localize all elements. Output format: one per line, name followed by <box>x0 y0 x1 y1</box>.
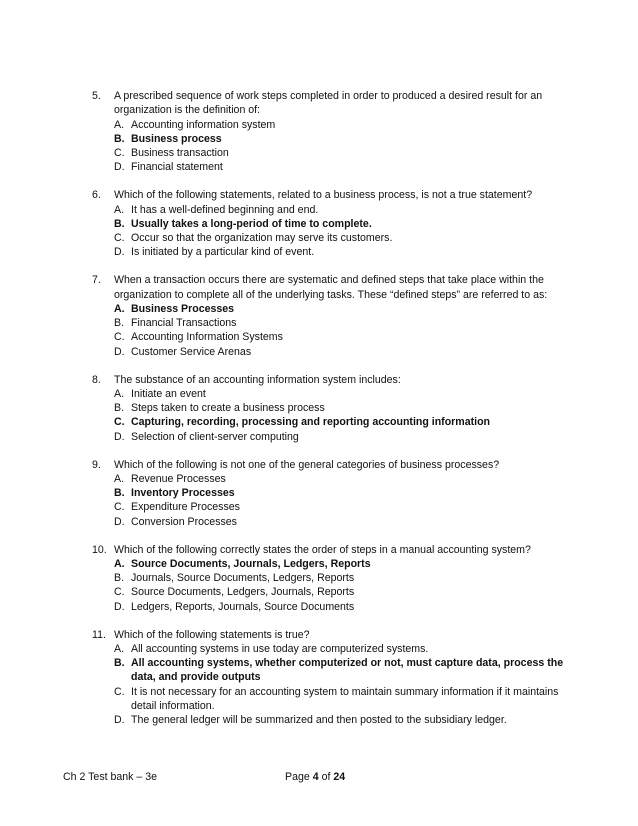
option-letter: A. <box>114 118 125 131</box>
option-text: Accounting Information Systems <box>131 331 283 344</box>
option-b-correct <box>114 217 574 231</box>
page-current: 4 <box>312 771 319 783</box>
option-text: Selection of client-server computing <box>131 430 299 443</box>
option-letter: A. <box>114 557 125 570</box>
option-letter: B. <box>114 402 125 415</box>
option-text: Business transaction <box>131 147 229 160</box>
option-d <box>114 430 574 444</box>
option-c <box>114 231 574 245</box>
option-b-correct <box>114 132 574 146</box>
option-letter: A. <box>114 387 125 400</box>
option-letter: B. <box>114 317 125 330</box>
option-letter: D. <box>114 246 125 259</box>
option-text: Business Processes <box>131 302 235 315</box>
question-stem: The substance of an accounting information system includes: <box>114 373 401 386</box>
question-11 <box>92 628 574 728</box>
option-letter: B. <box>114 572 125 585</box>
question-8 <box>92 373 574 444</box>
question-10 <box>92 543 574 614</box>
option-text: Source Documents, Journals, Ledgers, Reports <box>131 557 371 570</box>
question-number: 9. <box>92 458 101 471</box>
option-letter: C. <box>114 232 125 245</box>
option-a-correct <box>114 557 574 571</box>
option-letter: D. <box>114 515 125 528</box>
option-a <box>114 472 574 486</box>
option-b-correct <box>114 486 574 500</box>
option-text: All accounting systems, whether computerized or not, must capture data, process the data, and provide outputs <box>131 657 564 684</box>
option-a <box>114 118 574 132</box>
option-letter: A. <box>114 642 125 655</box>
option-c <box>114 500 574 514</box>
option-text: Steps taken to create a business process <box>131 402 325 415</box>
option-a <box>114 203 574 217</box>
option-d <box>114 600 574 614</box>
question-number: 5. <box>92 90 101 102</box>
option-d <box>114 713 574 727</box>
option-d <box>114 245 574 259</box>
option-text: Initiate an event <box>131 387 206 400</box>
page-total: 24 <box>333 771 346 783</box>
option-d <box>114 515 574 529</box>
option-text: It has a well-defined beginning and end. <box>131 203 319 216</box>
question-number: 10. <box>92 543 107 556</box>
option-a <box>114 642 574 656</box>
option-letter: B. <box>114 657 125 670</box>
question-stem: Which of the following correctly states the order of steps in a manual accounting system? <box>114 543 531 556</box>
option-text: Expenditure Processes <box>131 501 240 514</box>
option-c <box>114 585 574 599</box>
option-text: Financial statement <box>131 161 223 174</box>
option-b <box>114 401 574 415</box>
option-text: Financial Transactions <box>131 317 237 330</box>
option-text: All accounting systems in use today are computerized systems. <box>131 642 429 655</box>
option-c <box>114 330 574 344</box>
option-text: Inventory Processes <box>131 487 235 500</box>
option-letter: C. <box>114 685 125 698</box>
question-number: 6. <box>92 189 101 202</box>
option-a <box>114 387 574 401</box>
option-letter: C. <box>114 331 125 344</box>
option-d <box>114 345 574 359</box>
option-text: Business process <box>131 132 222 145</box>
question-number: 7. <box>92 274 101 287</box>
question-9 <box>92 458 574 529</box>
question-7 <box>92 273 574 359</box>
question-stem: When a transaction occurs there are systematic and defined steps that take place within the organization to complete all of the underlying tasks. These “defined steps” are referred to as: <box>114 274 548 301</box>
option-letter: D. <box>114 161 125 174</box>
page-number <box>285 771 345 784</box>
option-text: Revenue Processes <box>131 472 226 485</box>
option-letter: D. <box>114 430 125 443</box>
option-letter: B. <box>114 132 125 145</box>
question-6 <box>92 188 574 259</box>
question-stem: Which of the following statements is true? <box>114 628 310 641</box>
option-text: Journals, Source Documents, Ledgers, Reports <box>131 572 355 585</box>
option-text: Usually takes a long-period of time to complete. <box>131 217 372 230</box>
question-list <box>92 89 574 728</box>
option-text: Accounting information system <box>131 118 276 131</box>
footer-title: Ch 2 Test bank – 3e <box>63 771 158 783</box>
option-b <box>114 316 574 330</box>
of-word: of <box>321 771 331 783</box>
option-text: The general ledger will be summarized and then posted to the subsidiary ledger. <box>131 714 507 727</box>
option-letter: D. <box>114 345 125 358</box>
option-letter: D. <box>114 600 125 613</box>
question-number: 11. <box>92 628 106 641</box>
option-letter: C. <box>114 147 125 160</box>
option-a-correct <box>114 302 574 316</box>
option-letter: C. <box>114 416 125 429</box>
page-word: Page <box>285 771 310 783</box>
option-letter: D. <box>114 714 125 727</box>
option-text: It is not necessary for an accounting system to maintain summary information if it maintains detail information. <box>131 685 559 712</box>
option-letter: A. <box>114 472 125 485</box>
option-c <box>114 685 574 714</box>
option-letter: B. <box>114 487 125 500</box>
option-b <box>114 571 574 585</box>
question-number: 8. <box>92 373 101 386</box>
question-stem: Which of the following is not one of the general categories of business processes? <box>114 458 500 471</box>
option-text: Ledgers, Reports, Journals, Source Documents <box>131 600 355 613</box>
option-text: Occur so that the organization may serve its customers. <box>131 232 393 245</box>
option-text: Conversion Processes <box>131 515 237 528</box>
question-5 <box>92 89 574 175</box>
option-letter: A. <box>114 302 125 315</box>
question-stem: A prescribed sequence of work steps completed in order to produced a desired result for an organization is the definition of: <box>114 90 543 117</box>
option-letter: A. <box>114 203 125 216</box>
option-letter: C. <box>114 501 125 514</box>
option-text: Capturing, recording, processing and reporting accounting information <box>131 416 491 429</box>
option-letter: C. <box>114 586 125 599</box>
option-letter: B. <box>114 217 125 230</box>
option-text: Customer Service Arenas <box>131 345 252 358</box>
question-stem: Which of the following statements, related to a business process, is not a true statement? <box>114 189 533 202</box>
option-text: Source Documents, Ledgers, Journals, Reports <box>131 586 355 599</box>
option-c-correct <box>114 415 574 429</box>
option-c <box>114 146 574 160</box>
option-text: Is initiated by a particular kind of event. <box>131 246 315 259</box>
option-b-correct <box>114 656 574 685</box>
option-d <box>114 160 574 174</box>
